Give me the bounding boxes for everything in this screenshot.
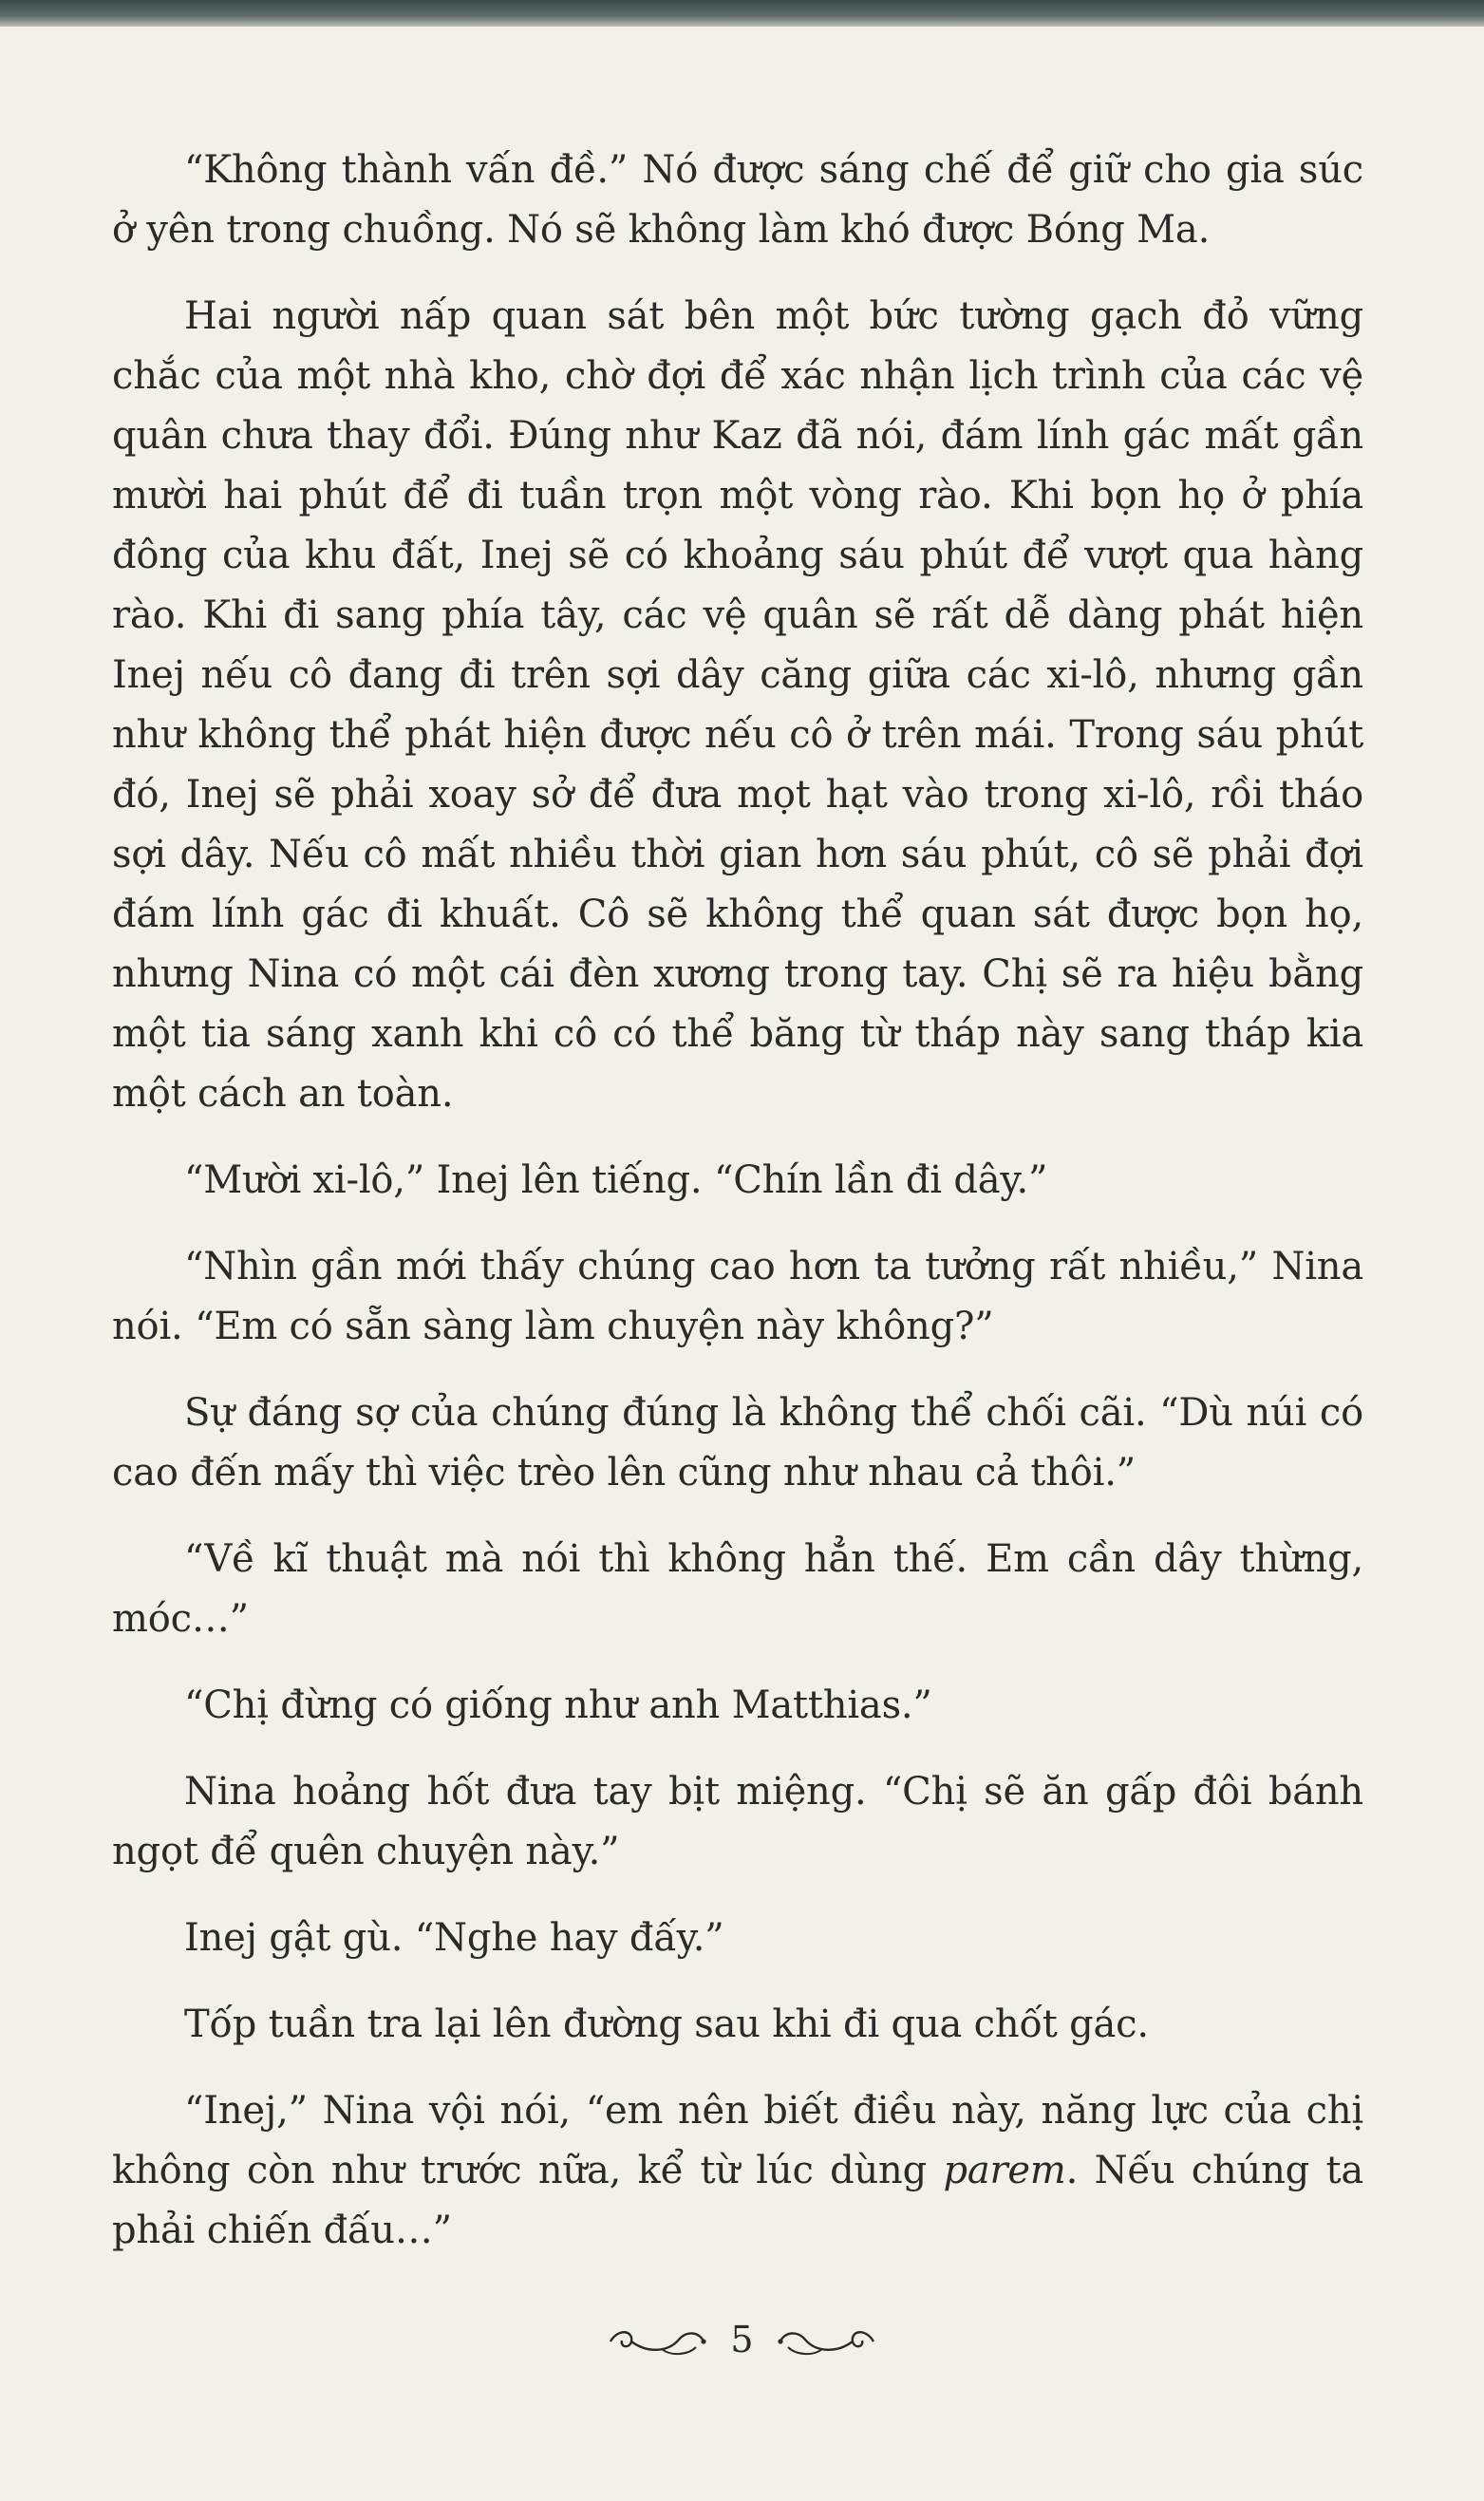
paragraph-11	[112, 2081, 1363, 2261]
paragraph-7: “Chị đừng có giống như anh Matthias.”	[184, 1683, 932, 1727]
paragraph-3: “Mười xi-lô,” Inej lên tiếng. “Chín lần đi dây.”	[184, 1158, 1048, 1202]
paragraph-9: Inej gật gù. “Nghe hay đấy.”	[184, 1916, 724, 1960]
paragraph-11-after: . Nếu chúng ta phải chiến đấu…”	[112, 2149, 1363, 2252]
paragraph-10: Tốp tuần tra lại lên đường sau khi đi qua chốt gác.	[184, 2003, 1149, 2046]
top-edge-band	[0, 0, 1484, 27]
page-footer	[0, 2321, 1484, 2378]
paragraph-5: Sự đáng sợ của chúng đúng là không thể chối cãi. “Dù núi có cao đến mấy thì việc trèo lên cũng như nhau cả thôi.”	[112, 1391, 1363, 1495]
book-page-text	[112, 141, 1363, 2287]
folio	[605, 2321, 878, 2359]
paragraph-11-before: “Inej,” Nina vội nói, “em nên biết điều này, năng lực của chị không còn như trước nữa, kể từ lúc dùng	[112, 2089, 1363, 2192]
swirl-ornament-right-icon	[775, 2321, 879, 2359]
swirl-ornament-left-icon	[605, 2321, 709, 2359]
paragraph-6: “Về kĩ thuật mà nói thì không hẳn thế. Em cần dây thừng, móc…”	[112, 1537, 1363, 1641]
paragraph-2: Hai người nấp quan sát bên một bức tường gạch đỏ vững chắc của một nhà kho, chờ đợi để xác nhận lịch trình của các vệ quân chưa thay đổi. Đúng như Kaz đã nói, đám lính gác mất gần mười hai phút để đi tuần trọn một vòng rào. Khi bọn họ ở phía đông của khu đất, Inej sẽ có khoảng sáu phút để vượt qua hàng rào. Khi đi sang phía tây, các vệ quân sẽ rất dễ dàng phát hiện Inej nếu cô đang đi trên sợi dây căng giữa các xi-lô, nhưng gần như không thể phát hiện được nếu cô ở trên mái. Trong sáu phút đó, Inej sẽ phải xoay sở để đưa mọt hạt vào trong xi-lô, rồi tháo sợi dây. Nếu cô mất nhiều thời gian hơn sáu phút, cô sẽ phải đợi đám lính gác đi khuất. Cô sẽ không thể quan sát được bọn họ, nhưng Nina có một cái đèn xương trong tay. Chị sẽ ra hiệu bằng một tia sáng xanh khi cô có thể băng từ tháp này sang tháp kia một cách an toàn.	[112, 294, 1363, 1116]
paragraph-1: “Không thành vấn đề.” Nó được sáng chế để giữ cho gia súc ở yên trong chuồng. Nó sẽ không làm khó được Bóng Ma.	[112, 148, 1363, 252]
page-number: 5	[730, 2319, 754, 2360]
paragraph-8: Nina hoảng hốt đưa tay bịt miệng. “Chị sẽ ăn gấp đôi bánh ngọt để quên chuyện này.”	[112, 1770, 1363, 1873]
paragraph-4: “Nhìn gần mới thấy chúng cao hơn ta tưởng rất nhiều,” Nina nói. “Em có sẵn sàng làm chuyện này không?”	[112, 1245, 1363, 1348]
paragraph-11-emphasis: parem	[943, 2149, 1066, 2192]
